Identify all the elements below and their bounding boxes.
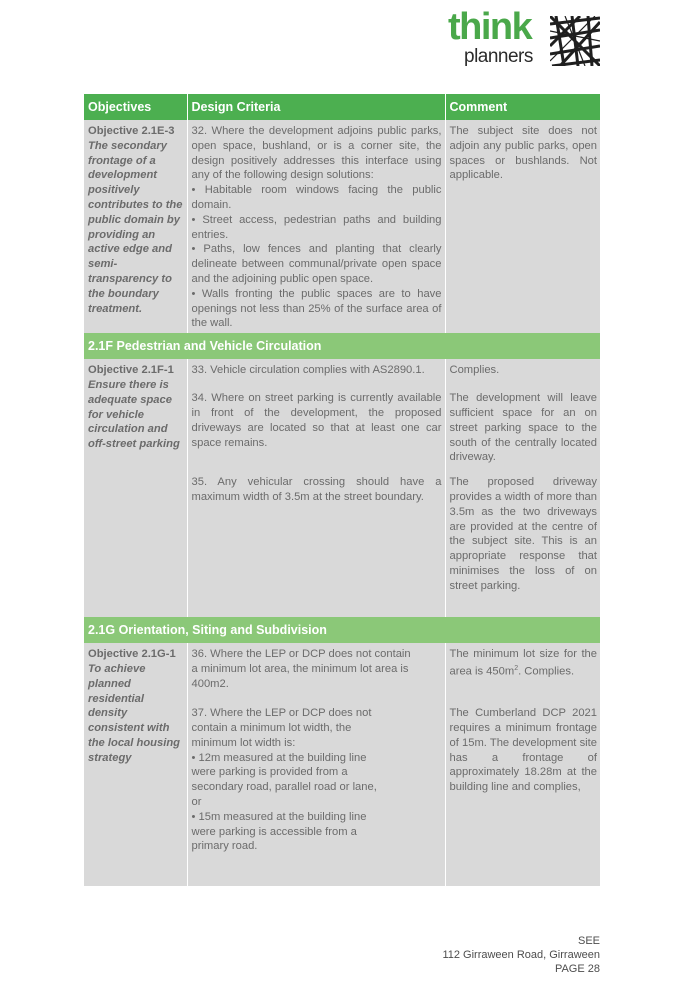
comment-text: The Cumberland DCP 2021 requires a minimum frontage of 15m. The development site has a frontage of approximately 18.28m at the building line and complies, (449, 707, 597, 794)
criteria-cell (187, 359, 445, 617)
comment-text: The development will leave sufficient space for an on street parking space to the south of the centrally located driveway. (449, 392, 597, 464)
table-row (84, 120, 600, 333)
criteria-bullet: • Street access, pedestrian paths and building entries. (191, 213, 442, 241)
comment-cell (445, 643, 600, 886)
superscript-2: 2 (514, 664, 519, 672)
comment-cell (445, 120, 600, 333)
criteria-cell (187, 643, 445, 886)
design-criteria-table (84, 94, 600, 886)
criteria-bullet: • Walls fronting the public spaces are to have openings not less than 25% of the surface area of the wall. (191, 287, 442, 330)
footer-page-number: PAGE 28 (554, 963, 600, 975)
objective-cell (84, 643, 187, 886)
criteria-bullet: • 15m measured at the building line were parking is accessible from a primary road. (191, 810, 367, 853)
logo-map-icon (550, 16, 600, 66)
criteria-cell (187, 120, 445, 333)
criteria-text: 34. Where on street parking is currently available in front of the development, the proposed driveways are located so that at least one car space remains. (191, 392, 442, 449)
criteria-text: 35. Any vehicular crossing should have a maximum width of 3.5m at the street boundary. (191, 476, 442, 503)
comment-text: Complies. (449, 364, 500, 377)
logo-planners: planners (464, 46, 533, 67)
objective-description: To achieve planned residential density consistent with the local housing strategy (88, 662, 180, 764)
objective-cell (84, 120, 187, 333)
criteria-bullet: • Paths, low fences and planting that clearly delineate between communal/private open space and the adjoining public open space. (191, 243, 442, 285)
section-row (84, 333, 600, 359)
comment-cell (445, 359, 600, 617)
comment-text-part: The minimum lot size for the area is 450m (449, 648, 597, 678)
header-design-criteria: Design Criteria (187, 94, 445, 120)
criteria-text: 36. Where the LEP or DCP does not contain a minimum lot area, the minimum lot area is 400m2. (191, 648, 411, 690)
objective-code: Objective 2.1G-1 (88, 648, 176, 661)
criteria-bullet: • 12m measured at the building line were parking is provided from a secondary road, parallel road or lane, or (191, 751, 377, 808)
header-comment: Comment (445, 94, 600, 120)
logo-think: think (448, 6, 532, 48)
objective-code: Objective 2.1E-3 (88, 125, 175, 137)
footer-address: 112 Girraween Road, Girraween (442, 949, 600, 961)
objective-cell (84, 359, 187, 617)
criteria-text: 32. Where the development adjoins public parks, open space, bushland, or is a corner site, the design positively addresses this interface using any of the following design solutions: (191, 125, 442, 182)
criteria-bullet: • Habitable room windows facing the public domain. (191, 184, 442, 211)
page-footer (442, 934, 600, 976)
table-row (84, 359, 600, 617)
objective-description: The secondary frontage of a development positively contributes to the public domain by providing an active edge and semi-transparency to the boundary treatment. (88, 139, 183, 315)
section-title: 2.1F Pedestrian and Vehicle Circulation (84, 333, 600, 359)
comment-text (450, 647, 598, 706)
criteria-text: 37. Where the LEP or DCP does not contain a minimum lot width, the minimum lot width is: (191, 707, 372, 749)
section-title: 2.1G Orientation, Siting and Subdivision (84, 617, 600, 643)
comment-text: The proposed driveway provides a width of more than 3.5m as the two driveways are provided at the centre of the subject site. This is an appropriate response that minimises the loss of on street parking. (449, 476, 597, 592)
section-row (84, 617, 600, 643)
comment-text: The subject site does not adjoin any public parks, open spaces or bushlands. Not applicable. (449, 125, 597, 182)
table-header-row (84, 94, 600, 120)
footer-see: SEE (577, 935, 600, 947)
comment-text-part: . Complies. (518, 665, 575, 678)
think-planners-logo (446, 6, 602, 70)
header-objectives: Objectives (84, 94, 187, 120)
objective-description: Ensure there is adequate space for vehicle circulation and off-street parking (88, 378, 180, 451)
objective-code: Objective 2.1F-1 (88, 364, 174, 377)
criteria-text: 33. Vehicle circulation complies with AS2890.1. (191, 364, 425, 377)
table-row (84, 643, 600, 886)
